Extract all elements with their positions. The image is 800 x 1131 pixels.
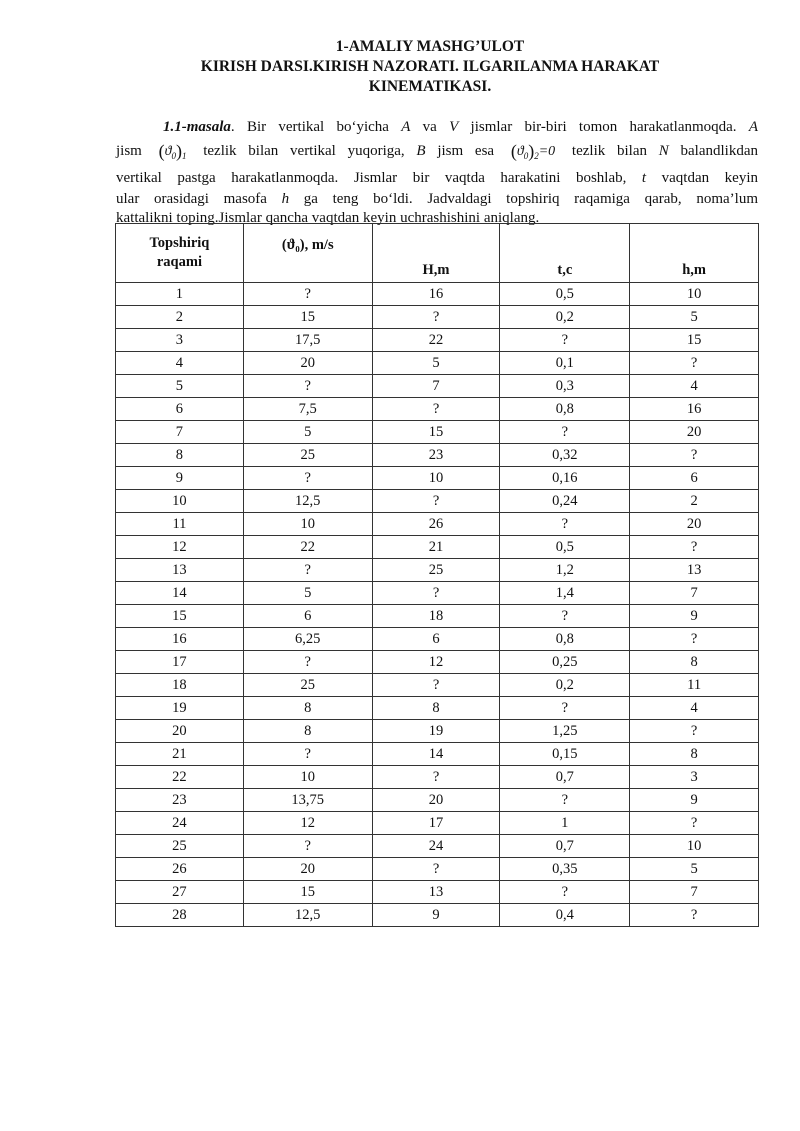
- table-row: [116, 283, 759, 306]
- height-cell: ?: [372, 674, 500, 697]
- time-cell: 0,8: [500, 628, 630, 651]
- time-cell: 0,2: [500, 306, 630, 329]
- time-cell: 0,7: [500, 766, 630, 789]
- initial-speed-cell: ?: [243, 559, 372, 582]
- height-cell: 13: [372, 881, 500, 904]
- task-number-cell: 27: [116, 881, 244, 904]
- distance-cell: 13: [630, 559, 759, 582]
- task-table: [115, 223, 759, 927]
- initial-speed-cell: 6,25: [243, 628, 372, 651]
- task-number-cell: 11: [116, 513, 244, 536]
- initial-speed-cell: 20: [243, 858, 372, 881]
- height-cell: ?: [372, 766, 500, 789]
- distance-cell: 7: [630, 582, 759, 605]
- initial-speed-cell: 17,5: [243, 329, 372, 352]
- header-time: t,c: [500, 224, 630, 283]
- height-cell: 7: [372, 375, 500, 398]
- problem-statement: [116, 117, 758, 227]
- table-row: [116, 674, 759, 697]
- distance-cell: 5: [630, 306, 759, 329]
- time-cell: 0,5: [500, 283, 630, 306]
- time-cell: 0,16: [500, 467, 630, 490]
- height-cell: 23: [372, 444, 500, 467]
- table-row: [116, 536, 759, 559]
- task-number-cell: 7: [116, 421, 244, 444]
- distance-cell: 20: [630, 421, 759, 444]
- table-header-row: [116, 224, 759, 283]
- time-cell: 1,4: [500, 582, 630, 605]
- initial-speed-cell: ?: [243, 283, 372, 306]
- distance-cell: ?: [630, 628, 759, 651]
- problem-line-5: kattalikni toping.Jismlar qancha vaqtdan keyin uchrashishini aniqlang.: [116, 209, 540, 226]
- initial-speed-cell: ?: [243, 743, 372, 766]
- time-cell: 0,2: [500, 674, 630, 697]
- task-number-cell: 16: [116, 628, 244, 651]
- initial-speed-1-symbol: $(ϑ_0)_1$: [158, 141, 187, 161]
- problem-line-4: ular orasidagi masofa h ga teng bo‘ldi. Jadvaldagi topshiriq raqamiga qarab, noma’lum: [116, 190, 759, 207]
- height-cell: 16: [372, 283, 500, 306]
- table-row: [116, 306, 759, 329]
- time-cell: 1,2: [500, 559, 630, 582]
- time-cell: 0,35: [500, 858, 630, 881]
- time-cell: ?: [500, 605, 630, 628]
- distance-cell: 6: [630, 467, 759, 490]
- header-initial-speed: (ϑ₀), m/s: [243, 224, 372, 283]
- time-cell: ?: [500, 789, 630, 812]
- table-row: [116, 743, 759, 766]
- initial-speed-cell: 15: [243, 306, 372, 329]
- table-row: [116, 766, 759, 789]
- table-row: [116, 858, 759, 881]
- topic-title-continued: KINEMATIKASI.: [368, 78, 492, 95]
- time-cell: ?: [500, 329, 630, 352]
- time-cell: 0,4: [500, 904, 630, 927]
- table-row: [116, 444, 759, 467]
- task-number-cell: 19: [116, 697, 244, 720]
- distance-cell: 9: [630, 605, 759, 628]
- height-cell: 24: [372, 835, 500, 858]
- initial-speed-cell: 15: [243, 881, 372, 904]
- task-number-cell: 21: [116, 743, 244, 766]
- time-cell: 0,8: [500, 398, 630, 421]
- height-cell: 14: [372, 743, 500, 766]
- task-number-cell: 22: [116, 766, 244, 789]
- task-number-cell: 20: [116, 720, 244, 743]
- initial-speed-cell: 12,5: [243, 904, 372, 927]
- initial-speed-cell: 7,5: [243, 398, 372, 421]
- initial-speed-cell: ?: [243, 467, 372, 490]
- height-cell: ?: [372, 582, 500, 605]
- table-row: [116, 697, 759, 720]
- initial-speed-cell: 22: [243, 536, 372, 559]
- table-row: [116, 605, 759, 628]
- initial-speed-cell: 12,5: [243, 490, 372, 513]
- initial-speed-cell: ?: [243, 651, 372, 674]
- task-number-cell: 23: [116, 789, 244, 812]
- table-row: [116, 421, 759, 444]
- task-number-cell: 9: [116, 467, 244, 490]
- height-cell: ?: [372, 306, 500, 329]
- time-cell: ?: [500, 421, 630, 444]
- distance-cell: 2: [630, 490, 759, 513]
- task-number-cell: 5: [116, 375, 244, 398]
- topic-title: KIRISH DARSI.KIRISH NAZORATI. ILGARILANMA HARAKAT: [200, 58, 660, 75]
- initial-speed-cell: 25: [243, 444, 372, 467]
- task-number-cell: 12: [116, 536, 244, 559]
- table-row: [116, 490, 759, 513]
- distance-cell: ?: [630, 720, 759, 743]
- distance-cell: 4: [630, 697, 759, 720]
- table-row: [116, 628, 759, 651]
- distance-cell: 3: [630, 766, 759, 789]
- distance-cell: 5: [630, 858, 759, 881]
- distance-cell: 10: [630, 283, 759, 306]
- time-cell: 1,25: [500, 720, 630, 743]
- height-cell: 9: [372, 904, 500, 927]
- task-number-cell: 6: [116, 398, 244, 421]
- table-row: [116, 651, 759, 674]
- task-number-cell: 8: [116, 444, 244, 467]
- header-distance: h,m: [630, 224, 759, 283]
- distance-cell: 7: [630, 881, 759, 904]
- distance-cell: ?: [630, 536, 759, 559]
- table-row: [116, 559, 759, 582]
- distance-cell: 8: [630, 743, 759, 766]
- time-cell: ?: [500, 697, 630, 720]
- task-number-cell: 24: [116, 812, 244, 835]
- time-cell: 0,7: [500, 835, 630, 858]
- task-number-cell: 28: [116, 904, 244, 927]
- header-task-number: Topshiriq raqami: [116, 224, 244, 283]
- time-cell: 0,24: [500, 490, 630, 513]
- initial-speed-cell: 12: [243, 812, 372, 835]
- problem-line-2: jism $(ϑ_0)_1$ tezlik bilan vertikal yuqoriga, B jism esa $(ϑ_0)_2=0$ tezlik bilan N balandlikdan: [116, 141, 758, 167]
- time-cell: 0,5: [500, 536, 630, 559]
- distance-cell: 15: [630, 329, 759, 352]
- height-cell: 21: [372, 536, 500, 559]
- initial-speed-cell: 13,75: [243, 789, 372, 812]
- table-row: [116, 789, 759, 812]
- initial-speed-cell: 5: [243, 582, 372, 605]
- table-row: [116, 329, 759, 352]
- table-row: [116, 881, 759, 904]
- task-number-cell: 14: [116, 582, 244, 605]
- task-number-cell: 4: [116, 352, 244, 375]
- initial-speed-cell: 10: [243, 766, 372, 789]
- initial-speed-cell: 8: [243, 697, 372, 720]
- task-number-cell: 26: [116, 858, 244, 881]
- height-cell: 19: [372, 720, 500, 743]
- task-number-cell: 3: [116, 329, 244, 352]
- distance-cell: ?: [630, 904, 759, 927]
- task-number-cell: 1: [116, 283, 244, 306]
- table-row: [116, 398, 759, 421]
- distance-cell: 10: [630, 835, 759, 858]
- height-cell: 26: [372, 513, 500, 536]
- initial-speed-cell: 8: [243, 720, 372, 743]
- table-row: [116, 835, 759, 858]
- problem-label: 1.1-masala: [163, 119, 231, 135]
- problem-line-1: 1.1-masala. Bir vertikal bo‘yicha A va V jismlar bir-biri tomon harakatlanmoqda. A: [163, 119, 758, 135]
- height-cell: 5: [372, 352, 500, 375]
- table-row: [116, 904, 759, 927]
- height-cell: 20: [372, 789, 500, 812]
- task-number-cell: 17: [116, 651, 244, 674]
- initial-speed-cell: 6: [243, 605, 372, 628]
- time-cell: ?: [500, 513, 630, 536]
- task-number-cell: 2: [116, 306, 244, 329]
- distance-cell: 4: [630, 375, 759, 398]
- task-number-cell: 18: [116, 674, 244, 697]
- table-row: [116, 720, 759, 743]
- height-cell: 18: [372, 605, 500, 628]
- header-height: H,m: [372, 224, 500, 283]
- height-cell: ?: [372, 398, 500, 421]
- problem-line-3: vertikal pastga harakatlanmoqda. Jismlar bir vaqtda harakatini boshlab, t vaqtdan keyin: [116, 169, 758, 186]
- exercise-title: 1-AMALIY MASHG’ULOT: [335, 38, 525, 55]
- height-cell: 25: [372, 559, 500, 582]
- time-cell: ?: [500, 881, 630, 904]
- table-row: [116, 467, 759, 490]
- table-row: [116, 812, 759, 835]
- task-number-cell: 10: [116, 490, 244, 513]
- height-cell: ?: [372, 490, 500, 513]
- time-cell: 0,1: [500, 352, 630, 375]
- distance-cell: ?: [630, 352, 759, 375]
- distance-cell: 16: [630, 398, 759, 421]
- height-cell: ?: [372, 858, 500, 881]
- task-number-cell: 15: [116, 605, 244, 628]
- time-cell: 0,32: [500, 444, 630, 467]
- distance-cell: ?: [630, 812, 759, 835]
- task-number-cell: 13: [116, 559, 244, 582]
- time-cell: 0,15: [500, 743, 630, 766]
- distance-cell: 11: [630, 674, 759, 697]
- task-number-cell: 25: [116, 835, 244, 858]
- distance-cell: 8: [630, 651, 759, 674]
- initial-speed-cell: 10: [243, 513, 372, 536]
- initial-speed-cell: 5: [243, 421, 372, 444]
- table-row: [116, 513, 759, 536]
- height-cell: 22: [372, 329, 500, 352]
- distance-cell: ?: [630, 444, 759, 467]
- height-cell: 17: [372, 812, 500, 835]
- table-row: [116, 375, 759, 398]
- distance-cell: 9: [630, 789, 759, 812]
- table-body: [116, 283, 759, 927]
- height-cell: 6: [372, 628, 500, 651]
- initial-speed-cell: 25: [243, 674, 372, 697]
- table-row: [116, 352, 759, 375]
- time-cell: 1: [500, 812, 630, 835]
- height-cell: 8: [372, 697, 500, 720]
- initial-speed-cell: 20: [243, 352, 372, 375]
- initial-speed-cell: ?: [243, 835, 372, 858]
- distance-cell: 20: [630, 513, 759, 536]
- height-cell: 12: [372, 651, 500, 674]
- time-cell: 0,3: [500, 375, 630, 398]
- time-cell: 0,25: [500, 651, 630, 674]
- initial-speed-cell: ?: [243, 375, 372, 398]
- table-row: [116, 582, 759, 605]
- height-cell: 15: [372, 421, 500, 444]
- initial-speed-2-symbol: $(ϑ_0)_2=0$: [510, 141, 556, 161]
- height-cell: 10: [372, 467, 500, 490]
